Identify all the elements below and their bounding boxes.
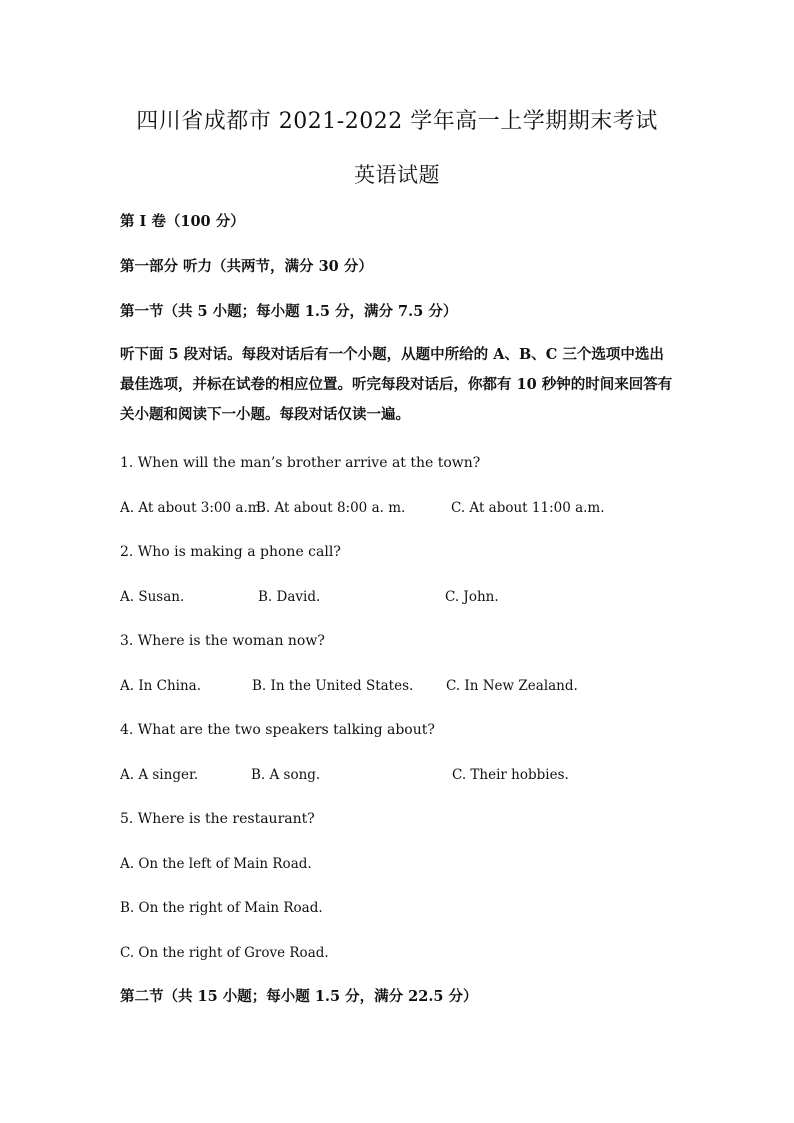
exam-subtitle: 英语试题 [354,163,440,187]
exam-title: 四川省成都市 2021-2022 学年高一上学期期末考试 [136,109,658,134]
option-a: A. At about 3:00 a.m. [120,500,265,516]
option-c: C. John. [445,589,499,605]
section2-heading: 第二节（共 15 小题；每小题 1.5 分，满分 22.5 分） [120,988,478,1005]
question-2: 2. Who is making a phone call? [120,544,341,560]
question-5-option-a: A. On the left of Main Road. [120,856,312,872]
option-b: B. David. [258,589,321,605]
volume-heading: 第 I 卷（100 分） [120,213,245,230]
section1-instructions: 听下面 5 段对话。每段对话后有一个小题，从题中所给的 A、B、C 三个选项中选出最佳选项，并标在试卷的相应位置。听完每段对话后，你都有 10 秒钟的时间来回答有关小题和阅读下一小题。每段对话仅读一遍。 [120,346,673,423]
question-5-option-b: B. On the right of Main Road. [120,900,323,916]
option-a: A. In China. [120,678,202,694]
question-1: 1. When will the man’s brother arrive at the town? [120,455,481,471]
question-4-options [120,765,680,785]
option-c: C. At about 11:00 a.m. [451,500,605,516]
question-5: 5. Where is the restaurant? [120,811,315,827]
question-2-options [120,587,680,607]
part1-heading: 第一部分 听力（共两节，满分 30 分） [120,258,373,275]
question-5-option-c: C. On the right of Grove Road. [120,945,329,961]
option-c: C. In New Zealand. [446,678,578,694]
question-4: 4. What are the two speakers talking about? [120,722,435,738]
option-a: A. Susan. [120,589,185,605]
option-b: B. A song. [251,767,321,783]
question-1-options [120,498,680,518]
question-3: 3. Where is the woman now? [120,633,325,649]
option-a: A. A singer. [120,767,199,783]
option-b: B. In the United States. [252,678,414,694]
option-b: B. At about 8:00 a. m. [256,500,406,516]
option-c: C. Their hobbies. [452,767,569,783]
section1-heading: 第一节（共 5 小题；每小题 1.5 分，满分 7.5 分） [120,303,458,320]
question-3-options [120,676,680,696]
